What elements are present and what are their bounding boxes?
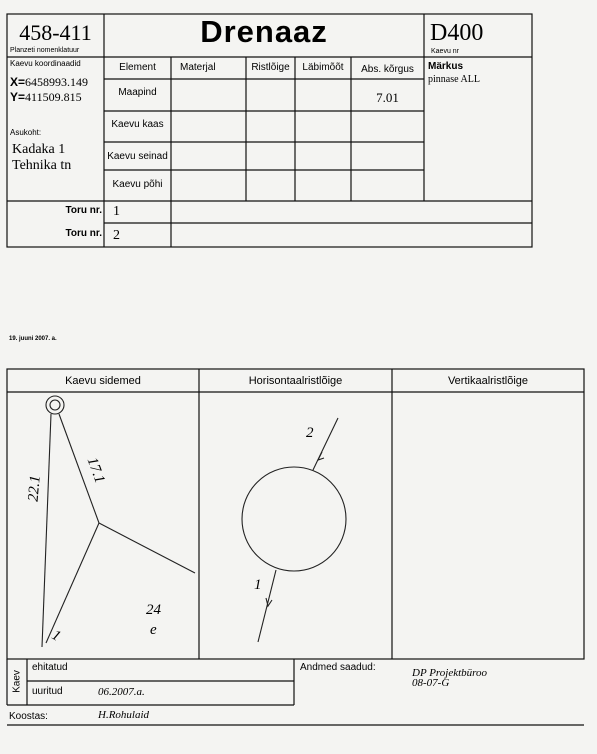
row-element-kaas: Kaevu kaas [111,119,164,130]
coord-y-value: 411509.815 [25,90,82,104]
well-number-value: D400 [430,20,484,46]
col-material: Materjal [180,62,216,73]
sketch-label-bottom: 24 [146,602,161,618]
panel-horizontal-title: Horisontaalristlõige [248,375,343,387]
data-from-line2: 08-07-G [412,677,450,689]
panel-vertical-title: Vertikaalristlõige [447,375,529,387]
author-value: H.Rohulaid [98,709,150,721]
footer-side-label: Kaev [11,670,23,693]
sketch-label-corner: 1 [48,627,64,645]
sketch-cross-section [242,418,346,642]
col-cross-section: Ristlõige [251,62,290,73]
data-from-label: Andmed saadud: [300,662,376,673]
coord-x-label: X= [10,75,26,89]
sketch-label-left: 22.1 [25,474,44,503]
col-element: Element [119,62,156,73]
row-element-maapind: Maapind [118,87,157,98]
coords-label: Kaevu koordinaadid [10,59,81,68]
sketch-pipe-top: 2 [306,425,314,441]
coord-y-label: Y= [10,90,26,104]
author-label: Koostas: [9,711,48,722]
pipe2-number: 2 [113,228,120,243]
data-from-line1: DP Projektbüroo [412,667,488,679]
coord-x [10,75,88,90]
coord-y [10,90,82,105]
location-label: Asukoht: [10,128,42,137]
nomenclature-label: Planzeti nomenklatuur [10,47,80,54]
remarks-label: Märkus [428,61,464,72]
page-title: Drenaaz [200,14,328,49]
pipe1-number: 1 [113,204,120,219]
well-number-label: Kaevu nr [431,48,460,55]
pipe1-label: Toru nr. [65,205,102,216]
coord-x-value: 6458993.149 [25,75,89,89]
row-element-pohi: Kaevu põhi [112,179,163,190]
row-element-seinad: Kaevu seinad [107,151,168,162]
col-diameter: Läbimõõt [302,62,344,73]
remarks-value: pinnase ALL [428,74,480,85]
sketch-pipe-bottom: 1 [254,577,262,593]
pipe2-label: Toru nr. [65,228,102,239]
location-line1: Kadaka 1 [12,142,66,157]
location-line2: Tehnika tn [12,158,72,173]
built-label: ehitatud [32,662,68,673]
nomenclature-value: 458-411 [19,20,92,45]
sketch-label-right: 17.1 [83,455,108,486]
col-abs-height: Abs. kõrgus [361,64,414,75]
sketch-label-bottom-sub: e [150,622,157,638]
form-date: 19. juuni 2007. a. [9,336,57,342]
sketch-connections [42,396,195,647]
measured-value: 06.2007.a. [98,686,145,698]
row-abs-maapind: 7.01 [376,90,399,105]
panel-connections-title: Kaevu sidemed [65,375,141,387]
measured-label: uuritud [32,686,63,697]
